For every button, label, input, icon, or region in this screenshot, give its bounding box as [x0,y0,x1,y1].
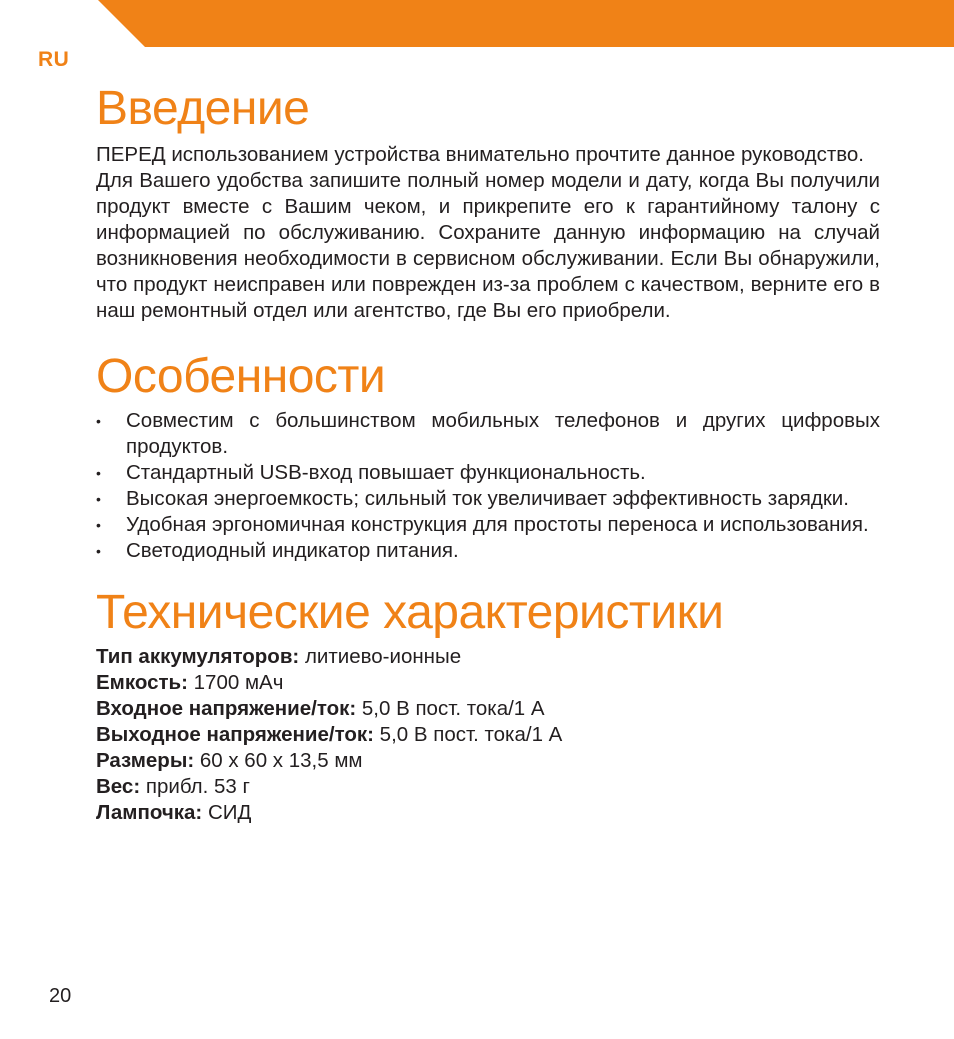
spec-label: Емкость: [96,671,188,694]
spec-label: Тип аккумуляторов: [96,645,300,668]
spec-label: Выходное напряжение/ток: [96,723,374,746]
language-label: RU [38,48,70,71]
bullet-icon: • [96,413,101,429]
feature-text: Удобная эргономичная конструкция для простоты переноса и использования. [126,513,869,536]
specs-title: Технические характеристики [96,586,724,639]
intro-paragraph-1: ПЕРЕД использованием устройства внимательно прочтите данное руководство. [96,143,864,166]
feature-text: Совместим с большинством мобильных телефонов и других цифровых продуктов. [126,409,880,458]
spec-label: Входное напряжение/ток: [96,697,357,720]
page-number: 20 [49,985,72,1007]
main-content [96,80,880,826]
feature-text: Высокая энергоемкость; сильный ток увеличивает эффективность зарядки. [126,487,849,510]
spec-value: прибл. 53 г [140,775,250,798]
spec-output [96,722,880,748]
spec-value: 60 x 60 x 13,5 мм [194,749,363,772]
spec-dimensions [96,748,880,774]
feature-item [96,538,880,564]
spec-value: 5,0 В пост. тока/1 А [373,723,563,746]
features-list [96,408,880,564]
spec-battery-type [96,644,880,670]
bullet-icon: • [96,465,101,481]
bullet-icon: • [96,517,101,533]
spec-label: Вес: [96,775,141,798]
feature-item [96,486,880,512]
top-orange-banner [0,0,954,47]
bullet-icon: • [96,543,101,559]
intro-title: Введение [96,82,310,135]
spec-value: литиево-ионные [299,645,462,668]
feature-item [96,460,880,486]
spec-value: 1700 мАч [187,671,284,694]
spec-input [96,696,880,722]
feature-item [96,512,880,538]
feature-item [96,408,880,460]
intro-paragraph-2: Для Вашего удобства запишите полный номер модели и дату, когда Вы получили продукт вместе с Вашим чеком, и прикрепите его к гарантийному талону с информацией по обслуживанию. Сохраните данную информацию на случай возникновения необходимости в сервисном обслуживании. Если Вы обнаружили, что продукт неисправен или поврежден из-за проблем с качеством, верните его в наш ремонтный отдел или агентство, где Вы его приобрели. [96,169,880,322]
spec-capacity [96,670,880,696]
feature-text: Светодиодный индикатор питания. [126,539,459,562]
feature-text: Стандартный USB-вход повышает функциональность. [126,461,646,484]
spec-weight [96,774,880,800]
spec-label: Размеры: [96,749,195,772]
spec-value: 5,0 В пост. тока/1 А [356,697,545,720]
specs-list [96,644,880,826]
bullet-icon: • [96,491,101,507]
features-title: Особенности [96,350,386,403]
spec-value: СИД [202,801,252,824]
spec-label: Лампочка: [96,801,203,824]
spec-lamp [96,800,880,826]
